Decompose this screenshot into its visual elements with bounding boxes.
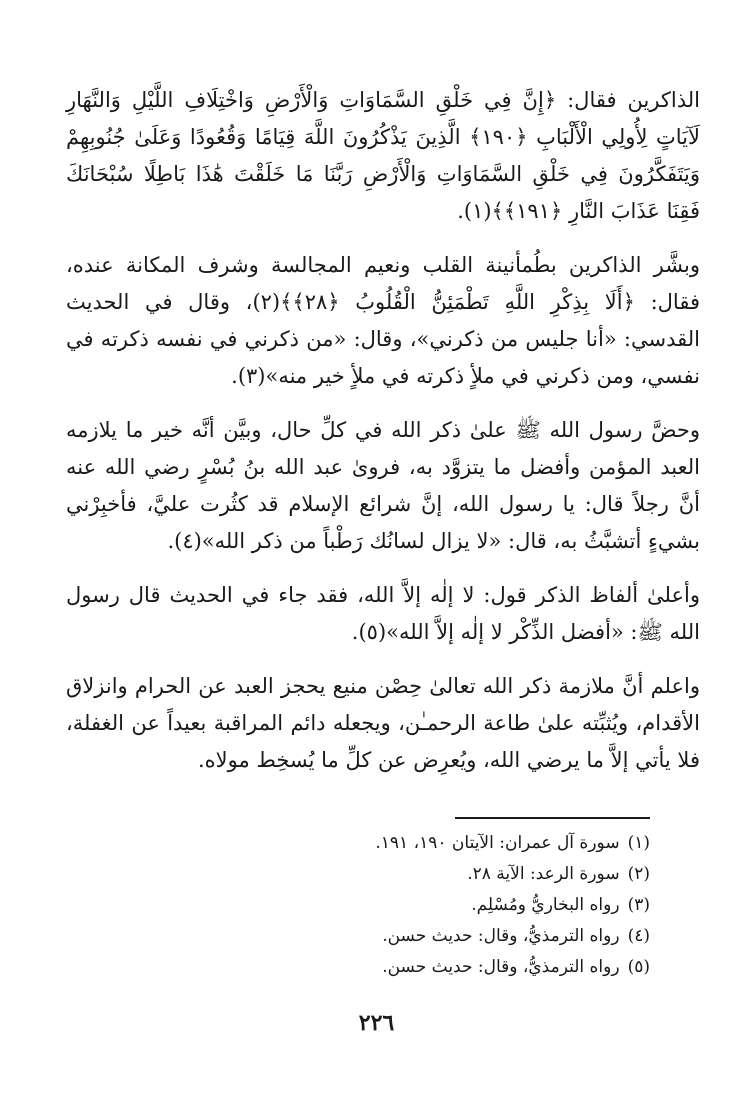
- page-number: ٢٢٦: [358, 1010, 395, 1036]
- footnote-5: [300, 952, 650, 983]
- footnote-text: رواه الترمذيُّ، وقال: حديث حسن.: [382, 957, 620, 977]
- footnote-3: [300, 890, 650, 921]
- paragraph-1: الذاكرين فقال: ﴿إِنَّ فِي خَلْقِ السَّمَاوَاتِ وَالْأَرْضِ وَاخْتِلَافِ اللَّيْلِ وَالنَّهَارِ لَآيَاتٍ لِأُولِي الْأَلْبَابِ ﴿١٩٠﴾ الَّذِينَ يَذْكُرُونَ اللَّهَ قِيَامًا وَقُعُودًا وَعَلَىٰ جُنُوبِهِمْ وَيَتَفَكَّرُونَ فِي خَلْقِ السَّمَاوَاتِ وَالْأَرْضِ رَبَّنَا مَا خَلَقْتَ هَٰذَا بَاطِلًا سُبْحَانَكَ فَقِنَا عَذَابَ النَّارِ ﴿١٩١﴾﴾(١).: [66, 88, 700, 223]
- footnote-4: [300, 921, 650, 952]
- paragraph-4: وأعلىٰ ألفاظ الذكر قول: لا إلٰه إلاَّ الله، فقد جاء في الحديث قال رسول الله ﷺ: «أفضل الذِّكْر لا إلٰه إلاَّ الله»(٥).: [66, 583, 700, 644]
- footnote-text: سورة آل عمران: الآيتان ١٩٠، ١٩١.: [375, 833, 620, 853]
- footnote-2: [300, 859, 650, 890]
- paragraph-5: واعلم أنَّ ملازمة ذكر الله تعالىٰ حِصْن منيع يحجز العبد عن الحرام وانزلاق الأقدام، ويُثبِّته علىٰ طاعة الرحمـٰن، ويجعله دائم المراقبة بعيداً عن الغفلة، فلا يأتي إلاَّ ما يرضي الله، ويُعرِض عن كلِّ ما يُسخِط مولاه.: [66, 674, 700, 772]
- footnote-number: (٤): [627, 926, 650, 946]
- main-text: [66, 82, 700, 796]
- footnotes: [300, 828, 650, 983]
- footnote-text: رواه الترمذيُّ، وقال: حديث حسن.: [382, 926, 620, 946]
- footnote-number: (٥): [627, 957, 650, 977]
- footnote-1: [300, 828, 650, 859]
- paragraph-2: وبشَّر الذاكرين بطُمأنينة القلب ونعيم المجالسة وشرف المكانة عنده، فقال: ﴿أَلَا بِذِكْرِ اللَّهِ تَطْمَئِنُّ الْقُلُوبُ ﴿٢٨﴾﴾(٢)، وقال في الحديث القدسي: «أنا جليس من ذكرني»، وقال: «من ذكرني في نفسه ذكرته في نفسي، ومن ذكرني في ملأٍ ذكرته في ملأٍ خير منه»(٣).: [66, 253, 700, 388]
- footnote-number: (٣): [627, 895, 650, 915]
- footnote-number: (٢): [627, 864, 650, 884]
- footnote-number: (١): [627, 833, 650, 853]
- footnote-text: رواه البخاريُّ ومُسْلِم.: [471, 895, 620, 915]
- footnote-text: سورة الرعد: الآية ٢٨.: [467, 864, 620, 884]
- paragraph-3: وحضَّ رسول الله ﷺ علىٰ ذكر الله في كلِّ حال، وبيَّن أنَّه خير ما يلازمه العبد المؤمن وأفضل ما يتزوَّد به، فروىٰ عبد الله بنُ بُسْرٍ رضي الله عنه أنَّ رجلاً قال: يا رسول الله، إنَّ شرائع الإسلام قد كثُرت عليَّ، فأخبِرْني بشيءٍ أتشبَّثُ به، قال: «لا يزال لسانُك رَطْباً من ذكر الله»(٤).: [66, 418, 700, 553]
- footnote-divider: [455, 817, 650, 819]
